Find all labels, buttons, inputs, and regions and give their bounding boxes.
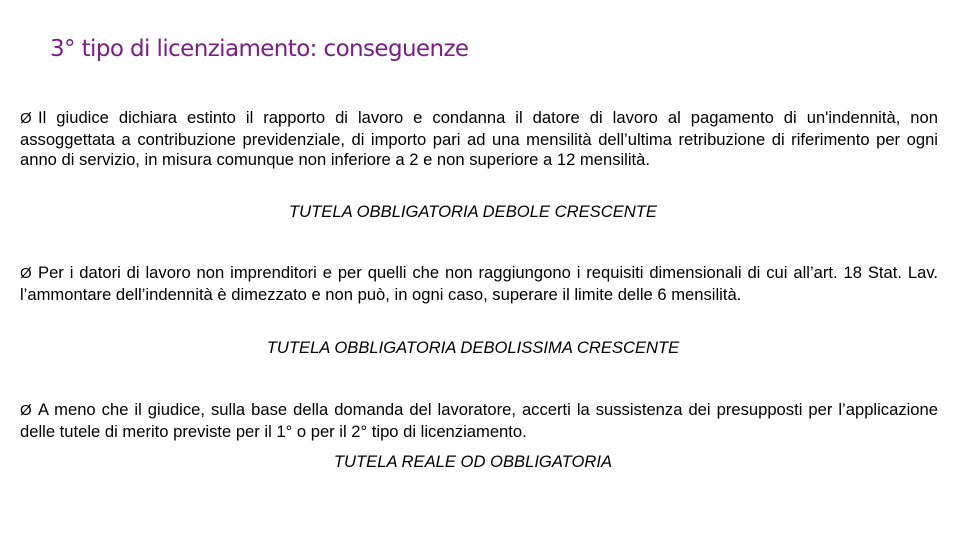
tutela-label: TUTELA REALE OD OBBLIGATORIA — [333, 452, 613, 471]
bullet-item — [20, 400, 938, 442]
bullet-item — [20, 108, 938, 171]
bullet-item — [20, 263, 938, 305]
bullet-text: A meno che il giudice, sulla base della domanda del lavoratore, accerti la sussistenza dei presupposti per l’applicazione delle tutele di merito previste per il 1° o per il 2° tipo di licenziamento. — [20, 400, 938, 441]
bullet-paragraph — [20, 263, 938, 305]
arrow-bullet-icon: Ø — [20, 110, 32, 127]
bullet-paragraph — [20, 108, 938, 171]
bullet-text: Il giudice dichiara estinto il rapporto di lavoro e condanna il datore di lavoro al pagamento di un'indennità, non assoggettata a contribuzione previdenziale, di importo pari ad una mensilità dell’ultima retribuzione di riferimento per ogni anno di servizio, in misura comunque non inferiore a 2 e non superiore a 12 mensilità. — [20, 108, 938, 169]
arrow-bullet-icon: Ø — [20, 402, 32, 419]
tutela-label: TUTELA OBBLIGATORIA DEBOLISSIMA CRESCENTE — [266, 338, 680, 357]
bullet-paragraph — [20, 400, 938, 442]
bullet-text: Per i datori di lavoro non imprenditori e per quelli che non raggiungono i requisiti dimensionali di cui all’art. 18 Stat. Lav. l’ammontare dell’indennità è dimezzato e non può, in ogni caso, superare il limite delle 6 mensilità. — [20, 263, 938, 304]
tutela-label: TUTELA OBBLIGATORIA DEBOLE CRESCENTE — [289, 202, 657, 221]
arrow-bullet-icon: Ø — [20, 265, 32, 282]
slide-title: 3° tipo di licenziamento: conseguenze — [50, 36, 469, 62]
